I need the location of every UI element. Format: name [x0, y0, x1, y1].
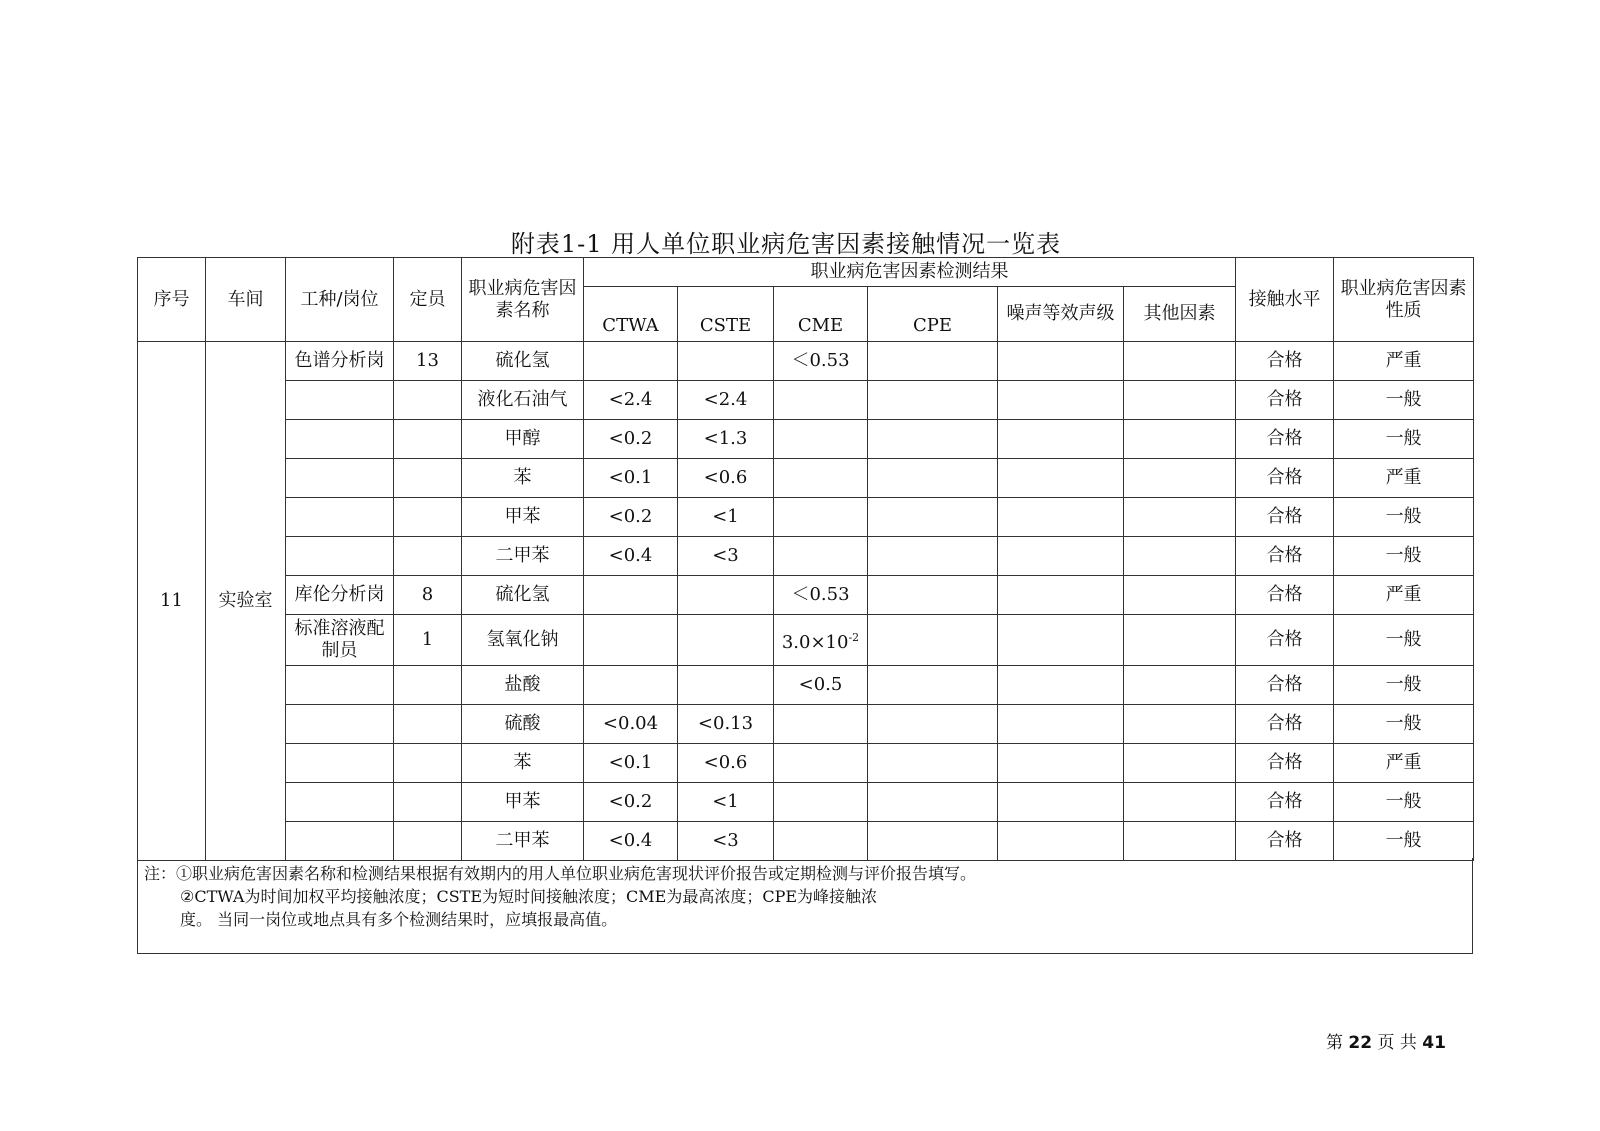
cell-hazard: 苯	[462, 744, 584, 783]
table-row	[138, 576, 1474, 615]
cell-ctwa	[584, 576, 678, 615]
cell-cme	[774, 498, 868, 537]
cell-post	[286, 537, 394, 576]
cell-post	[286, 705, 394, 744]
cell-cme	[774, 381, 868, 420]
cell-nature: 一般	[1334, 822, 1474, 861]
cell-level: 合格	[1236, 615, 1334, 666]
exposure-table	[137, 257, 1474, 861]
cell-other	[1124, 822, 1236, 861]
cme-base: 3.0×10	[781, 631, 849, 653]
header-ctwa: CTWA	[584, 287, 678, 342]
header-results-group: 职业病危害因素检测结果	[584, 258, 1236, 287]
cell-ctwa: <0.04	[584, 705, 678, 744]
table-note	[137, 858, 1473, 954]
table-row	[138, 615, 1474, 666]
cell-post	[286, 381, 394, 420]
table-row	[138, 498, 1474, 537]
cell-cste: <0.13	[678, 705, 774, 744]
cell-cme: <0.5	[774, 666, 868, 705]
cell-cme	[774, 783, 868, 822]
cell-cste	[678, 615, 774, 666]
cell-cpe	[868, 576, 998, 615]
cell-other	[1124, 498, 1236, 537]
cell-staff	[394, 666, 462, 705]
table-row	[138, 744, 1474, 783]
cell-hazard: 甲苯	[462, 498, 584, 537]
cell-level: 合格	[1236, 822, 1334, 861]
header-level: 接触水平	[1236, 258, 1334, 342]
cell-cste: <3	[678, 822, 774, 861]
cell-nature: 严重	[1334, 744, 1474, 783]
cell-level: 合格	[1236, 459, 1334, 498]
cell-other	[1124, 381, 1236, 420]
cell-post: 标准溶液配制员	[286, 615, 394, 666]
cell-nature: 一般	[1334, 537, 1474, 576]
cell-cme	[774, 537, 868, 576]
cell-level: 合格	[1236, 381, 1334, 420]
cell-cme	[774, 705, 868, 744]
header-cpe: CPE	[868, 287, 998, 342]
cell-cme	[774, 744, 868, 783]
table-row	[138, 666, 1474, 705]
cell-cpe	[868, 420, 998, 459]
cell-hazard: 甲醇	[462, 420, 584, 459]
cell-cste	[678, 342, 774, 381]
cell-ctwa: <0.2	[584, 498, 678, 537]
cell-staff: 8	[394, 576, 462, 615]
page-prefix: 第	[1326, 1033, 1343, 1053]
cell-other	[1124, 420, 1236, 459]
cell-post	[286, 459, 394, 498]
cell-nature: 一般	[1334, 420, 1474, 459]
cell-ctwa	[584, 615, 678, 666]
cell-staff: 1	[394, 615, 462, 666]
cell-noise	[998, 342, 1124, 381]
cell-other	[1124, 615, 1236, 666]
total-pages: 41	[1422, 1033, 1446, 1053]
cell-cste: <1	[678, 498, 774, 537]
cell-cste: <2.4	[678, 381, 774, 420]
cell-hazard: 硫化氢	[462, 342, 584, 381]
cell-nature: 严重	[1334, 576, 1474, 615]
cell-staff	[394, 537, 462, 576]
note-line-3: 度。 当同一岗位或地点具有多个检测结果时，应填报最高值。	[180, 910, 618, 929]
cell-noise	[998, 615, 1124, 666]
cell-level: 合格	[1236, 783, 1334, 822]
cell-other	[1124, 783, 1236, 822]
note-line-1: 注：①职业病危害因素名称和检测结果根据有效期内的用人单位职业病危害现状评价报告或定期检测与评价报告填写。	[144, 864, 977, 883]
cell-hazard: 苯	[462, 459, 584, 498]
cell-nature: 一般	[1334, 666, 1474, 705]
cell-staff	[394, 498, 462, 537]
header-cste: CSTE	[678, 287, 774, 342]
cell-staff: 13	[394, 342, 462, 381]
cme-exponent: -2	[848, 630, 860, 644]
table-row	[138, 342, 1474, 381]
header-hazard: 职业病危害因素名称	[462, 258, 584, 342]
cell-level: 合格	[1236, 705, 1334, 744]
cell-staff	[394, 705, 462, 744]
cell-cpe	[868, 381, 998, 420]
cell-cpe	[868, 537, 998, 576]
cell-hazard: 甲苯	[462, 783, 584, 822]
cell-cpe	[868, 783, 998, 822]
cell-post	[286, 666, 394, 705]
page-title: 附表1-1 用人单位职业病危害因素接触情况一览表	[510, 230, 1062, 258]
header-post: 工种/岗位	[286, 258, 394, 342]
cell-cme	[774, 822, 868, 861]
header-seq: 序号	[138, 258, 206, 342]
header-nature: 职业病危害因素性质	[1334, 258, 1474, 342]
cell-other	[1124, 537, 1236, 576]
cell-post	[286, 822, 394, 861]
cell-post	[286, 783, 394, 822]
cell-hazard: 液化石油气	[462, 381, 584, 420]
cell-noise	[998, 576, 1124, 615]
cell-cste	[678, 576, 774, 615]
cell-noise	[998, 381, 1124, 420]
cell-cpe	[868, 459, 998, 498]
cell-cste: <1	[678, 783, 774, 822]
cell-level: 合格	[1236, 666, 1334, 705]
cell-seq: 11	[138, 342, 206, 861]
cell-cpe	[868, 498, 998, 537]
cell-hazard: 二甲苯	[462, 537, 584, 576]
cell-level: 合格	[1236, 498, 1334, 537]
cell-hazard: 氢氧化钠	[462, 615, 584, 666]
cell-cste: <0.6	[678, 744, 774, 783]
cell-post	[286, 498, 394, 537]
header-staff: 定员	[394, 258, 462, 342]
cell-noise	[998, 420, 1124, 459]
cell-staff	[394, 783, 462, 822]
cell-ctwa: <0.4	[584, 822, 678, 861]
cell-cpe	[868, 666, 998, 705]
cell-ctwa: <0.1	[584, 744, 678, 783]
cell-cme: ＜0.53	[774, 342, 868, 381]
cell-noise	[998, 744, 1124, 783]
cell-hazard: 硫酸	[462, 705, 584, 744]
cell-cpe	[868, 342, 998, 381]
cell-cme: ＜0.53	[774, 576, 868, 615]
cell-noise	[998, 537, 1124, 576]
cell-level: 合格	[1236, 744, 1334, 783]
cell-cpe	[868, 744, 998, 783]
header-workshop: 车间	[206, 258, 286, 342]
page-mid: 页 共	[1377, 1033, 1417, 1053]
table-row	[138, 420, 1474, 459]
cell-nature: 一般	[1334, 783, 1474, 822]
cell-cste: <3	[678, 537, 774, 576]
cell-nature: 严重	[1334, 342, 1474, 381]
cell-other	[1124, 705, 1236, 744]
cell-other	[1124, 342, 1236, 381]
cell-workshop: 实验室	[206, 342, 286, 861]
cell-noise	[998, 498, 1124, 537]
cell-ctwa: <0.4	[584, 537, 678, 576]
table-row	[138, 459, 1474, 498]
cell-ctwa: <0.1	[584, 459, 678, 498]
table-row	[138, 537, 1474, 576]
header-row-top	[138, 258, 1474, 287]
cell-nature: 一般	[1334, 705, 1474, 744]
cell-noise	[998, 705, 1124, 744]
cell-cste: <0.6	[678, 459, 774, 498]
table-row	[138, 822, 1474, 861]
cell-staff	[394, 822, 462, 861]
cell-staff	[394, 420, 462, 459]
cell-level: 合格	[1236, 576, 1334, 615]
cell-noise	[998, 459, 1124, 498]
cell-other	[1124, 744, 1236, 783]
header-noise: 噪声等效声级	[998, 287, 1124, 342]
cell-cpe	[868, 615, 998, 666]
cell-cme	[774, 459, 868, 498]
cell-level: 合格	[1236, 537, 1334, 576]
cell-other	[1124, 666, 1236, 705]
cell-post: 色谱分析岗	[286, 342, 394, 381]
cell-noise	[998, 783, 1124, 822]
current-page: 22	[1348, 1033, 1373, 1053]
cell-hazard: 盐酸	[462, 666, 584, 705]
cell-nature: 严重	[1334, 459, 1474, 498]
cell-cste: <1.3	[678, 420, 774, 459]
cell-staff	[394, 744, 462, 783]
cell-nature: 一般	[1334, 615, 1474, 666]
cell-nature: 一般	[1334, 381, 1474, 420]
table-row	[138, 381, 1474, 420]
cell-hazard: 硫化氢	[462, 576, 584, 615]
cell-noise	[998, 822, 1124, 861]
note-line-2: ②CTWA为时间加权平均接触浓度；CSTE为短时间接触浓度；CME为最高浓度；CPE为峰接触浓	[180, 887, 878, 906]
cell-cme	[774, 615, 868, 666]
cell-other	[1124, 459, 1236, 498]
cell-nature: 一般	[1334, 498, 1474, 537]
cell-ctwa: <0.2	[584, 783, 678, 822]
cell-cste	[678, 666, 774, 705]
cell-ctwa	[584, 342, 678, 381]
cell-hazard: 二甲苯	[462, 822, 584, 861]
cell-other	[1124, 576, 1236, 615]
cell-post: 库伦分析岗	[286, 576, 394, 615]
cell-level: 合格	[1236, 342, 1334, 381]
cell-cpe	[868, 705, 998, 744]
cell-ctwa: <2.4	[584, 381, 678, 420]
cell-noise	[998, 666, 1124, 705]
header-other: 其他因素	[1124, 287, 1236, 342]
cell-cpe	[868, 822, 998, 861]
cell-cme	[774, 420, 868, 459]
header-cme: CME	[774, 287, 868, 342]
cell-staff	[394, 381, 462, 420]
cell-post	[286, 420, 394, 459]
cell-post	[286, 744, 394, 783]
table-row	[138, 783, 1474, 822]
cell-level: 合格	[1236, 420, 1334, 459]
cell-ctwa	[584, 666, 678, 705]
cell-staff	[394, 459, 462, 498]
page-number	[1326, 1028, 1446, 1053]
table-row	[138, 705, 1474, 744]
cell-ctwa: <0.2	[584, 420, 678, 459]
